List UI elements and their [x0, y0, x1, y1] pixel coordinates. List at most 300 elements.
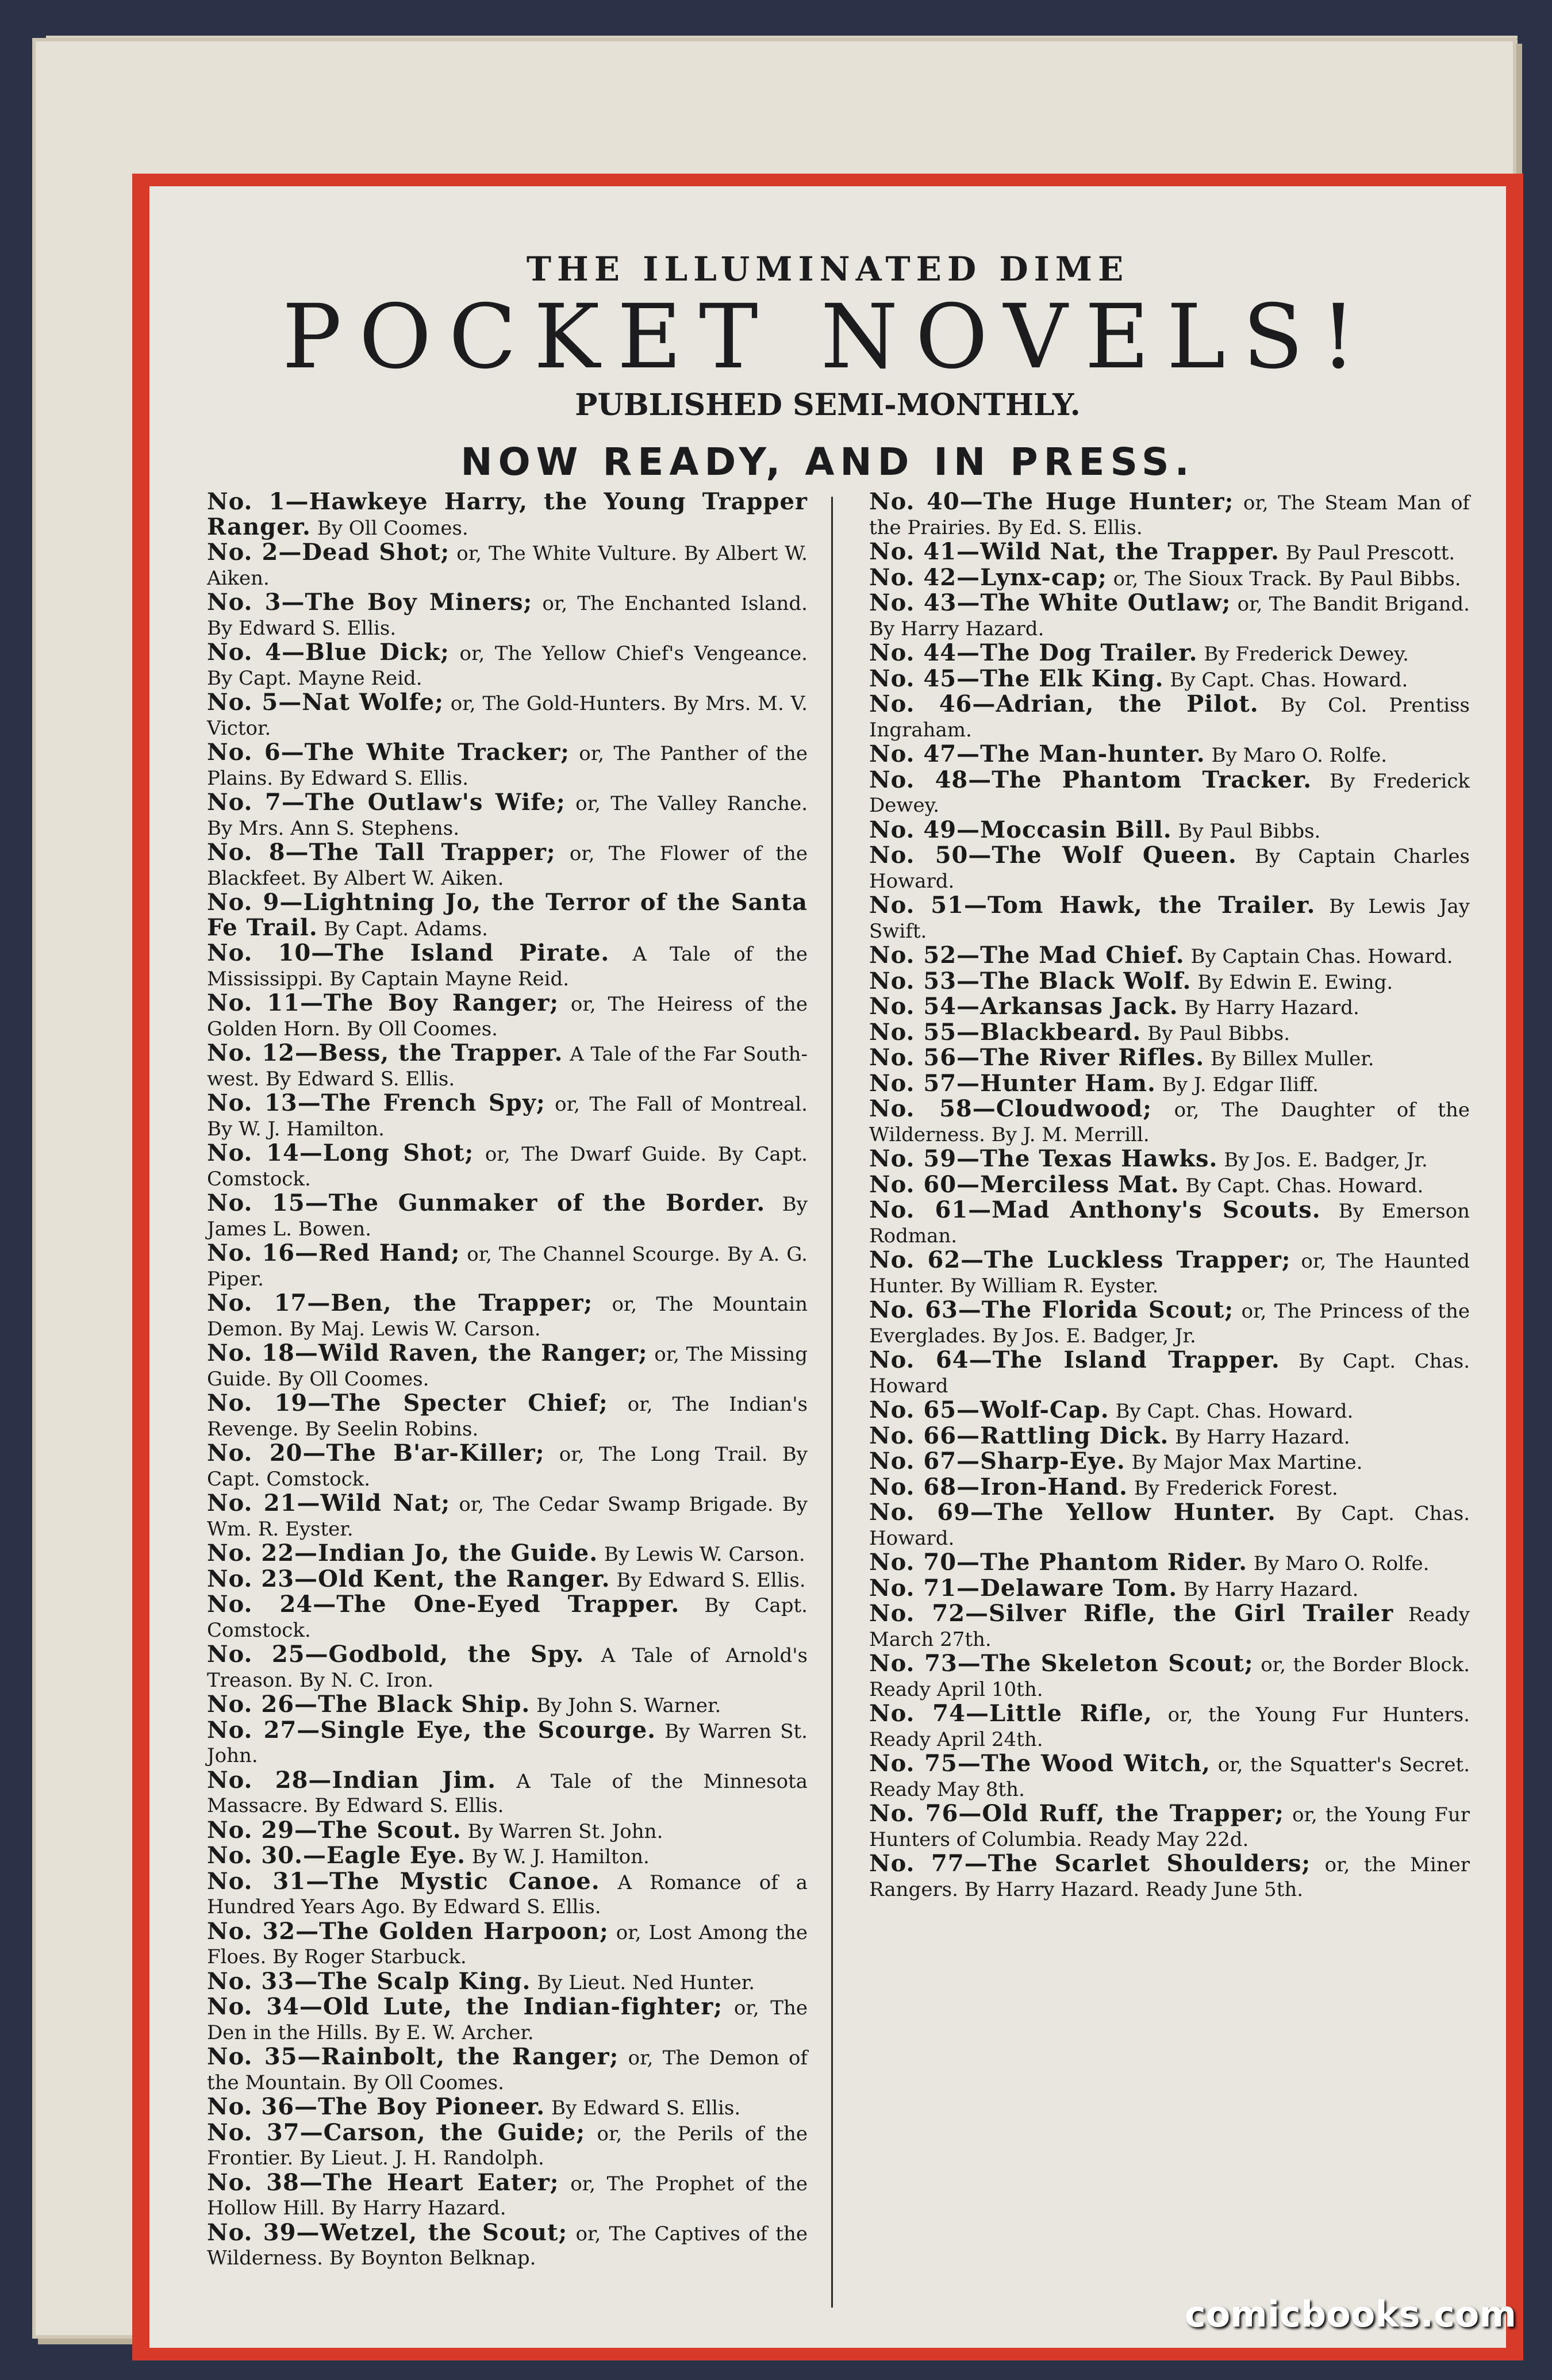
novel-details: or, The Captives of the Wilderness. By Boynton Belknap. [207, 2222, 808, 2270]
watermark: comicbooks.com [1184, 2293, 1516, 2335]
novel-title: The Outlaw's Wife; [305, 789, 566, 816]
novel-title: Indian Jim. [332, 1766, 497, 1794]
novel-details: A Romance of a Hundred Years Ago. By Edward S. Ellis. [207, 1871, 808, 1918]
novel-details: or, the Perils of the Frontier. By Lieut. J. H. Randolph. [207, 2122, 808, 2170]
novel-number: No. 19— [207, 1389, 332, 1417]
header-line-1: THE ILLUMINATED DIME [526, 249, 1130, 289]
novel-number: No. 60— [869, 1170, 981, 1198]
novel-title: The Boy Miners; [305, 589, 533, 616]
novel-number: No. 38— [207, 2168, 323, 2196]
novel-entry [869, 943, 1470, 969]
novel-title: The B'ar-Killer; [326, 1439, 545, 1467]
novel-title: Hunter Ham. [980, 1069, 1156, 1097]
novel-title: Old Kent, the Ranger. [318, 1565, 610, 1592]
novel-number: No. 77— [869, 1850, 988, 1877]
novel-number: No. 68— [869, 1473, 981, 1500]
novel-number: No. 59— [869, 1145, 981, 1172]
novel-number: No. 5— [207, 689, 302, 716]
novel-details: By Paul Bibbs. [1141, 1022, 1290, 1045]
novel-title: The Phantom Rider. [980, 1549, 1248, 1576]
novel-title: The Mad Chief. [980, 942, 1185, 969]
novel-entry [869, 1702, 1470, 1752]
novel-entry [207, 2168, 808, 2221]
novel-title: Ben, the Trapper; [331, 1289, 593, 1316]
novel-details: By Capt. Chas. Howard. [1163, 668, 1408, 692]
novel-entry [207, 790, 808, 840]
novel-number: No. 21— [207, 1490, 321, 1517]
novel-number: No. 41— [869, 538, 981, 565]
novel-entry [207, 1818, 808, 1844]
novel-title: The Heart Eater; [322, 2168, 559, 2196]
novel-entry [869, 1576, 1470, 1602]
novel-details: By W. J. Hamilton. [466, 1845, 650, 1868]
novel-details: By Billex Muller. [1204, 1047, 1374, 1070]
novel-details: or, the Miner Rangers. By Harry Hazard. Ready June 5th. [869, 1853, 1470, 1901]
novel-title: Wild Nat; [320, 1490, 451, 1517]
novel-entry [869, 1170, 1470, 1199]
novel-title: The Specter Chief; [331, 1389, 608, 1417]
novel-title: The Black Ship. [318, 1691, 531, 1718]
novel-entry [207, 1642, 808, 1692]
novel-title: The White Tracker; [304, 739, 570, 766]
novel-title: The Texas Hawks. [980, 1145, 1218, 1172]
novel-entry [869, 1348, 1470, 1398]
novel-number: No. 25— [207, 1641, 329, 1668]
novel-number: No. 29— [207, 1816, 318, 1844]
novel-title: The Boy Pioneer. [318, 2093, 545, 2120]
novel-number: No. 67— [869, 1448, 981, 1475]
novel-details: or, The Channel Scourge. By A. G. Piper. [207, 1243, 808, 1291]
novel-title: The Yellow Hunter. [993, 1499, 1276, 1526]
novel-details: By Edwin E. Ewing. [1191, 970, 1393, 994]
novel-title: Godbold, the Spy. [328, 1641, 585, 1668]
novel-details: By Paul Prescott. [1279, 542, 1455, 565]
novel-details: or, The Flower of the Blackfeet. By Albert W. Aiken. [207, 842, 808, 890]
novel-title: Blue Dick; [305, 639, 450, 666]
novel-title: Merciless Mat. [980, 1170, 1180, 1198]
novel-entry [207, 540, 808, 590]
novel-title: Carson, the Guide; [323, 2118, 586, 2146]
novel-details: or, The Panther of the Plains. By Edward S. Ellis. [207, 742, 808, 790]
novel-title: Wild Raven, the Ranger; [318, 1339, 648, 1366]
novel-number: No. 39— [207, 2218, 320, 2246]
novel-entry [207, 2045, 808, 2095]
novel-details: or, The Sioux Track. By Paul Bibbs. [1107, 567, 1461, 590]
novel-number: No. 43— [869, 589, 981, 616]
novel-number: No. 6— [207, 739, 305, 766]
novel-title: The Island Trapper. [992, 1346, 1280, 1373]
novel-details: By Frederick Dewey. [869, 769, 1470, 817]
novel-number: No. 61— [869, 1196, 992, 1223]
novel-title: The Boy Ranger; [324, 989, 559, 1016]
novel-details: A Tale of Arnold's Treason. By N. C. Iron. [207, 1644, 808, 1692]
novel-entry [869, 1147, 1470, 1173]
novel-entry [869, 1020, 1470, 1046]
novel-entry [869, 1752, 1470, 1802]
novel-details: By Maro O. Rolfe. [1205, 744, 1388, 767]
novel-details: By Emerson Rodman. [869, 1200, 1470, 1247]
novel-entry [869, 768, 1470, 818]
novel-title: Delaware Tom. [980, 1574, 1178, 1602]
novel-number: No. 2— [207, 539, 302, 566]
novel-entry [869, 818, 1470, 844]
novel-entry [869, 692, 1470, 742]
novel-number: No. 42— [869, 563, 981, 591]
novel-number: No. 23— [207, 1565, 318, 1592]
novel-details: or, Lost Among the Floes. By Roger Starbuck. [207, 1921, 808, 1968]
novel-entry [869, 1852, 1470, 1902]
novel-details: or, The Mountain Demon. By Maj. Lewis W. Carson. [207, 1293, 808, 1341]
novel-title: The Dog Trailer. [980, 639, 1198, 666]
novel-entry [869, 641, 1470, 667]
novel-number: No. 26— [207, 1691, 318, 1718]
novel-title: Arkansas Jack. [980, 993, 1178, 1020]
novel-entry [869, 1398, 1470, 1424]
novel-number: No. 52— [869, 942, 981, 969]
novel-title: Rainbolt, the Ranger; [321, 2043, 619, 2070]
novel-entry [207, 1541, 808, 1567]
novel-title: Red Hand; [318, 1239, 460, 1266]
novel-title: Wetzel, the Scout; [320, 2218, 568, 2246]
novel-entry [207, 1241, 808, 1291]
novel-title: Dead Shot; [302, 539, 450, 566]
novel-details: or, The Indian's Revenge. By Seelin Robins. [207, 1393, 808, 1441]
novel-entry [207, 1592, 808, 1642]
novel-number: No. 48— [869, 766, 992, 793]
novel-details: or, the Young Fur Hunters. Ready April 24th. [869, 1703, 1470, 1751]
novel-title: The Wolf Queen. [992, 842, 1237, 869]
novel-number: No. 45— [869, 665, 981, 692]
novel-details: or, the Young Fur Hunters of Columbia. Ready May 22d. [869, 1803, 1470, 1851]
novel-details: By John S. Warner. [530, 1694, 721, 1717]
novel-title: Hawkeye Harry, the Young Trapper Ranger. [207, 488, 808, 540]
novel-number: No. 58— [869, 1095, 996, 1122]
novel-title: Cloudwood; [996, 1095, 1153, 1122]
novel-title: The One-Eyed Trapper. [336, 1591, 680, 1618]
novel-details: By Harry Hazard. [1177, 1577, 1359, 1601]
novel-number: No. 40— [869, 488, 984, 515]
novel-entry [869, 1602, 1470, 1652]
novel-number: No. 54— [869, 993, 981, 1020]
advertisement-header [149, 249, 1506, 484]
novel-entry [207, 640, 808, 690]
novel-entry [869, 1550, 1470, 1576]
novel-entry [207, 1692, 808, 1718]
novel-number: No. 9— [207, 889, 304, 916]
novel-details: By Warren St. John. [207, 1719, 808, 1767]
novel-title: Lynx-cap; [980, 563, 1107, 591]
novel-details: By Frederick Forest. [1127, 1476, 1338, 1500]
novel-title: The Skeleton Scout; [981, 1650, 1254, 1677]
novel-entry [207, 1291, 808, 1341]
novel-entry [207, 991, 808, 1041]
novel-title: The Gunmaker of the Border. [328, 1189, 766, 1216]
red-border-frame [132, 174, 1523, 2360]
novel-details: By Captain Chas. Howard. [1184, 945, 1453, 968]
novel-details: By J. Edgar Iliff. [1155, 1073, 1319, 1096]
novel-entry [869, 1449, 1470, 1475]
novel-number: No. 37— [207, 2118, 324, 2146]
novel-number: No. 18— [207, 1339, 318, 1366]
novel-entry [207, 1967, 808, 1995]
novel-entry [869, 1500, 1470, 1550]
novel-number: No. 34— [207, 1993, 323, 2020]
novel-number: No. 4— [207, 639, 305, 666]
novel-entry [207, 1844, 808, 1870]
novel-details: By Capt. Chas. Howard. [869, 1502, 1470, 1550]
novel-entry [207, 2218, 808, 2271]
novel-entry [869, 1248, 1470, 1298]
novel-number: No. 53— [869, 967, 981, 995]
novel-title: The Huge Hunter; [983, 488, 1234, 515]
novel-title: The Phantom Tracker. [992, 766, 1312, 793]
novel-entry [207, 1995, 808, 2045]
novel-title: Wolf-Cap. [980, 1396, 1109, 1423]
novel-number: No. 1— [207, 488, 309, 515]
novel-number: No. 51— [869, 892, 988, 919]
novel-number: No. 47— [869, 740, 981, 767]
novel-number: No. 33— [207, 1967, 318, 1995]
novel-entry [207, 1567, 808, 1593]
novel-details: By Capt. Comstock. [207, 1594, 808, 1642]
novel-number: No. 69— [869, 1499, 994, 1526]
novel-number: No. 30.— [207, 1842, 326, 1869]
novel-details: or, The Haunted Hunter. By William R. Eyster. [869, 1250, 1470, 1298]
novel-entry [869, 969, 1470, 995]
novel-details: or, The Dwarf Guide. By Capt. Comstock. [207, 1143, 808, 1191]
novel-number: No. 73— [869, 1650, 981, 1677]
novel-entry [207, 1917, 808, 1970]
novel-number: No. 74— [869, 1700, 989, 1727]
novel-details: or, The Gold-Hunters. By Mrs. M. V. Victor. [207, 692, 808, 740]
novel-title: Silver Rifle, the Girl Trailer [989, 1600, 1394, 1627]
novel-number: No. 44— [869, 639, 981, 666]
novel-title: The Man-hunter. [980, 740, 1205, 767]
novel-entry [207, 1391, 808, 1441]
novel-title: The Scalp King. [318, 1967, 531, 1995]
novel-details: By Capt. Chas. Howard. [1179, 1174, 1424, 1197]
column-divider [831, 497, 833, 2308]
header-subtitle: PUBLISHED SEMI-MONTHLY. [575, 387, 1081, 423]
novel-title: Single Eye, the Scourge. [320, 1716, 656, 1744]
novel-number: No. 70— [869, 1549, 981, 1576]
novel-number: No. 17— [207, 1289, 331, 1316]
novel-number: No. 14— [207, 1139, 323, 1166]
novel-details: By Frederick Dewey. [1197, 643, 1409, 666]
novel-number: No. 31— [207, 1867, 330, 1895]
novel-number: No. 20— [207, 1439, 326, 1467]
novel-entry [869, 1198, 1470, 1248]
novel-entry [869, 563, 1470, 592]
novel-number: No. 76— [869, 1800, 982, 1827]
novel-details: or, The Missing Guide. By Oll Coomes. [207, 1343, 808, 1391]
novel-title: Long Shot; [322, 1139, 474, 1166]
novel-entry [207, 941, 808, 991]
novel-details: or, The Steam Man of the Prairies. By Ed. S. Ellis. [869, 492, 1470, 539]
novel-details: By Lewis W. Carson. [598, 1543, 805, 1566]
novel-title: The Florida Scout; [981, 1296, 1234, 1323]
novel-details: By James L. Bowen. [207, 1193, 808, 1241]
novel-details: By Harry Hazard. [1178, 996, 1359, 1019]
novel-entry [207, 740, 808, 790]
novel-number: No. 7— [207, 789, 305, 816]
novel-details: or, The Long Trail. By Capt. Comstock. [207, 1443, 808, 1491]
novel-details: or, The Enchanted Island. By Edward S. Ellis. [207, 592, 808, 640]
novel-number: No. 35— [207, 2043, 321, 2070]
novel-entry [207, 2118, 808, 2171]
novel-entry [207, 890, 808, 941]
novel-number: No. 24— [207, 1591, 337, 1618]
novel-title: The Golden Harpoon; [319, 1917, 609, 1945]
novel-title: Eagle Eye. [326, 1842, 466, 1869]
novel-number: No. 62— [869, 1246, 985, 1273]
novel-details: By Lieut. Ned Hunter. [531, 1971, 755, 1994]
novel-details: By Warren St. John. [461, 1819, 663, 1843]
novel-entry [207, 1491, 808, 1541]
novel-title: Old Ruff, the Trapper; [982, 1800, 1284, 1827]
novel-details: or, the Squatter's Secret. Ready May 8th. [869, 1753, 1470, 1801]
novel-entry [869, 1475, 1470, 1501]
novel-title: Indian Jo, the Guide. [318, 1540, 598, 1567]
novel-details: or, The Cedar Swamp Brigade. By Wm. R. Eyster. [207, 1493, 808, 1541]
novel-details: or, The Demon of the Mountain. By Oll Coomes. [207, 2047, 808, 2094]
novel-details: By Paul Bibbs. [1171, 819, 1321, 843]
novel-details: By Edward S. Ellis. [545, 2097, 741, 2120]
novel-title: The White Outlaw; [980, 589, 1231, 616]
novel-entry [869, 591, 1470, 641]
novel-entry [869, 1802, 1470, 1852]
novel-details: or, The Fall of Montreal. By W. J. Hamilton. [207, 1093, 808, 1141]
novel-entry [207, 690, 808, 740]
novel-entry [207, 1091, 808, 1141]
novel-details: By Capt. Chas. Howard [869, 1350, 1470, 1398]
novel-details: A Tale of the Minnesota Massacre. By Edward S. Ellis. [207, 1769, 808, 1817]
novel-title: Sharp-Eye. [980, 1448, 1125, 1475]
novel-details: or, The Princess of the Everglades. By Jos. E. Badger, Jr. [869, 1300, 1470, 1348]
novel-entry [869, 490, 1470, 540]
novel-entry [869, 1652, 1470, 1702]
novel-number: No. 15— [207, 1189, 329, 1216]
novel-entry [207, 1141, 808, 1191]
novel-title: The Island Pirate. [335, 939, 610, 966]
novel-entry [869, 667, 1470, 693]
novel-number: No. 13— [207, 1089, 321, 1116]
back-cover [36, 41, 1513, 2335]
novel-title: The Luckless Trapper; [984, 1246, 1291, 1273]
novel-number: No. 36— [207, 2093, 318, 2120]
novel-entry [869, 1097, 1470, 1147]
novel-title: The Wood Witch, [981, 1750, 1211, 1777]
novel-title: Mad Anthony's Scouts. [992, 1196, 1321, 1223]
novel-number: No. 57— [869, 1069, 981, 1097]
novel-entry [207, 2095, 808, 2121]
novel-entry [869, 1424, 1470, 1450]
novel-title: The French Spy; [321, 1089, 545, 1116]
novel-details: or, The Valley Ranche. By Mrs. Ann S. Stephens. [207, 792, 808, 840]
novel-entry [869, 540, 1470, 566]
novel-title: Iron-Hand. [980, 1473, 1128, 1500]
header-status: NOW READY, AND IN PRESS. [460, 439, 1195, 484]
novel-entry [869, 1069, 1470, 1097]
novel-details: By Major Max Martine. [1125, 1451, 1363, 1474]
novel-title: Blackbeard. [980, 1018, 1142, 1046]
novel-number: No. 71— [869, 1574, 981, 1602]
novel-entry [207, 490, 808, 540]
novel-number: No. 65— [869, 1396, 981, 1423]
novel-entry [207, 1867, 808, 1920]
novel-title: Wild Nat, the Trapper. [980, 538, 1280, 565]
novel-entry [207, 1768, 808, 1818]
novel-entry [869, 1046, 1470, 1072]
novel-entry [207, 1341, 808, 1391]
novel-title: Rattling Dick. [980, 1422, 1169, 1449]
novel-details: or, The White Vulture. By Albert W. Aiken. [207, 542, 808, 590]
novel-details: Ready March 27th. [869, 1603, 1470, 1651]
novel-details: By Capt. Chas. Howard. [1109, 1400, 1354, 1423]
novel-list-right [869, 490, 1470, 1902]
novel-number: No. 66— [869, 1422, 981, 1449]
novel-entry [207, 590, 808, 640]
novel-title: Bess, the Trapper. [318, 1039, 563, 1066]
novel-title: Nat Wolfe; [302, 689, 444, 716]
novel-title: Little Rifle, [989, 1700, 1153, 1727]
novel-number: No. 12— [207, 1039, 318, 1066]
novel-number: No. 49— [869, 816, 981, 843]
novel-title: Old Lute, the Indian-fighter; [322, 1993, 723, 2020]
novel-entry [207, 840, 808, 890]
novel-number: No. 55— [869, 1018, 981, 1046]
novel-title: Moccasin Bill. [980, 816, 1172, 843]
novel-number: No. 32— [207, 1917, 320, 1945]
novel-details: or, The Daughter of the Wilderness. By J. M. Merrill. [869, 1099, 1470, 1146]
novel-number: No. 8— [207, 839, 309, 866]
novel-entry [869, 742, 1470, 768]
novel-title: The Scarlet Shoulders; [988, 1850, 1311, 1877]
novel-number: No. 63— [869, 1296, 982, 1323]
novel-details: By Oll Coomes. [310, 516, 468, 540]
novel-title: The Elk King. [980, 665, 1164, 692]
novel-entry [207, 1191, 808, 1241]
novel-entry [869, 893, 1470, 943]
novel-details: By Maro O. Rolfe. [1247, 1552, 1430, 1575]
novel-details: or, The Den in the Hills. By E. W. Archer. [207, 1997, 808, 2044]
novel-details: or, the Border Block. Ready April 10th. [869, 1653, 1470, 1701]
novel-title: Adrian, the Pilot. [996, 690, 1259, 717]
novel-number: No. 22— [207, 1540, 318, 1567]
novel-entry [869, 1298, 1470, 1348]
novel-title: The Mystic Canoe. [329, 1867, 600, 1895]
novel-details: By Edward S. Ellis. [610, 1568, 806, 1592]
novel-title: The Black Wolf. [980, 967, 1192, 995]
novel-details: By Harry Hazard. [1169, 1425, 1350, 1449]
novel-number: No. 27— [207, 1716, 321, 1744]
novel-number: No. 3— [207, 589, 305, 616]
novel-list-left [207, 490, 808, 2271]
novel-title: The Tall Trapper; [309, 839, 556, 866]
novel-details: By Captain Charles Howard. [869, 845, 1470, 893]
novel-title: The River Rifles. [980, 1044, 1205, 1071]
novel-entry [869, 843, 1470, 893]
novel-details: By Capt. Adams. [317, 917, 488, 941]
novel-entry [869, 995, 1470, 1020]
novel-entry [207, 1041, 808, 1091]
novel-entry [207, 1441, 808, 1491]
novel-entry [207, 1718, 808, 1768]
novel-number: No. 28— [207, 1766, 332, 1794]
novel-number: No. 56— [869, 1044, 981, 1071]
novel-number: No. 75— [869, 1750, 981, 1777]
header-title: POCKET NOVELS! [282, 286, 1374, 389]
